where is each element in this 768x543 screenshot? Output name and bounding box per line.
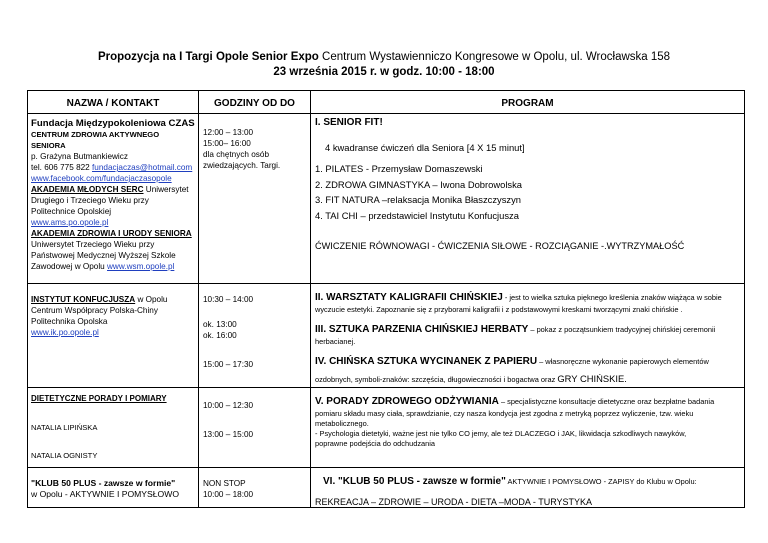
program-intro: 4 kwadranse ćwiczeń dla Seniora [4 X 15 minut] [325,142,525,153]
p5-desc4: - Psychologia dietetyki, ważne jest nie tylko CO jemy, ale też DLACZEGO i JAK, likwidacja szkodliwych nawyków, [315,429,687,438]
p2-desc: - jest to wielka sztuka pięknego kreślenia znaków wiążąca w sobie [502,293,722,302]
akademia1-line3: Politechnice Opolskiej [31,207,112,217]
program-title-1: I. SENIOR FIT! [315,117,383,128]
klub-line2: w Opolu - AKTYWNIE I POMYSŁOWO [31,489,180,499]
org-rest: w Opolu [135,295,168,304]
title-bold: Propozycja na I Targi Opole Senior Expo [97,51,319,63]
program-item: 2. ZDROWA GIMNASTYKA – Iwona Dobrowolska [315,178,523,190]
person-name: NATALIA LIPIŃSKA [31,422,98,432]
hours-line: 10:30 – 14:00 [203,295,254,304]
program-cell [311,388,745,468]
akademia2-line3: Zawodowej w Opolu [31,262,105,272]
akademia1-rest: Uniwersytet [145,185,189,195]
phone: tel. 606 775 822 [31,163,90,173]
hours-line: ok. 13:00 [203,320,237,329]
table-header-row [28,91,745,114]
program-title-4: IV. CHIŃSKA SZTUKA WYCINANEK Z PAPIERU [315,356,538,367]
hours-line: NON STOP [203,479,246,488]
ik-link[interactable]: www.ik.po.opole.pl [31,328,99,337]
hours-cell [199,468,311,508]
person-name: NATALIA OGNISTY [31,451,98,461]
program-title-5: V. PORADY ZDROWEGO ODŻYWIANIA [315,396,499,407]
program-title-6: VI. "KLUB 50 PLUS - zawsze w formie" [323,476,506,487]
contact-cell [28,388,199,468]
table-row [28,114,745,284]
document-title-line1 [0,50,768,64]
header-hours: GODZINY OD DO [199,91,311,114]
program-cell [311,468,745,508]
p2-desc2: wyczucie estetyki. Zapoznanie się z przyborami kaligrafii i z podstawowymi kreskami tworzącymi znaki chińskie . [315,305,683,314]
contact-cell [28,114,199,284]
p4-desc2: ozdobnych, symboli-znaków: szczęścia, długowieczności i bogactwa oraz [315,375,558,384]
p3-desc2: herbacianej. [315,337,356,346]
org-line3: Politechnika Opolska [31,317,108,326]
program-num-3: III [315,324,324,335]
hours-cell [199,388,311,468]
program-table [27,90,745,508]
akademia1-line2: Drugiego i Trzeciego Wieku przy [31,196,149,206]
contact-person: p. Grażyna Butmankiewicz [31,152,128,162]
p6-line2: REKREACJA – ZDROWIE – URODA - DIETA –MODA - TURYSTYKA [315,497,593,507]
program-cell [311,284,745,388]
akademia2-line1: Uniwersytet Trzeciego Wieku przy [31,240,155,250]
hours-line: zwiedzających. Targi. [203,161,281,170]
hours-cell [199,284,311,388]
email-link[interactable]: fundacjaczas@hotmail.com [92,163,193,173]
contact-cell [28,284,199,388]
program-title-2: II. WARSZTATY KALIGRAFII CHIŃSKIEJ [315,292,503,303]
dietetyczne-porady: DIETETYCZNE PORADY I POMIARY [31,394,167,403]
akademia-mlodych-serc: AKADEMIA MŁODYCH SERC [31,185,144,195]
hours-line: 15:00 – 17:30 [203,360,254,369]
program-cell [311,114,745,284]
hours-cell [199,114,311,284]
hours-line: ok. 16:00 [203,331,237,340]
document-title-date: 23 września 2015 r. w godz. 10:00 - 18:00 [273,66,495,78]
facebook-link[interactable]: www.facebook.com/fundacjaczasopole [31,174,172,184]
program-item: 3. FIT NATURA –relaksacja Monika Błaszczyszyn [315,194,521,205]
hours-line: 12:00 – 13:00 [203,128,254,137]
p5-desc5: poprawne podejścia do odchudzania [315,439,435,448]
program-item: 1. PILATES - Przemysław Domaszewski [315,163,483,174]
org-line2: Centrum Współpracy Polska-Chiny [31,306,158,315]
program-footer: ĆWICZENIE RÓWNOWAGI - ĆWICZENIA SIŁOWE - ROZCIĄGANIE -.WYTRZYMAŁOŚĆ [315,241,685,251]
table-row [28,284,745,388]
p4-desc: – własnoręczne wykonanie papierowych elementów [537,357,709,366]
akademia2-line2: Państwowej Medycznej Wyższej Szkole [31,251,176,261]
ams-link[interactable]: www.ams.po.opole.pl [31,218,109,228]
hours-line: 13:00 – 15:00 [203,430,254,439]
org-subtitle: CENTRUM ZDROWIA AKTYWNEGO SENIORA [31,130,160,150]
contact-phone-email [31,162,195,173]
hours-line: 10:00 – 12:30 [203,401,254,410]
klub-50-plus: "KLUB 50 PLUS - zawsze w formie" [31,478,176,488]
contact-cell [28,468,199,508]
hours-line: dla chętnych osób [203,150,269,159]
program-title-3: . SZTUKA PARZENIA CHIŃSKIEJ HERBATY [323,324,529,335]
program-item: 4. TAI CHI – przedstawiciel Instytutu Konfucjusza [315,209,519,221]
hours-line: 15:00– 16:00 [203,139,251,148]
p5-desc: – specjalistyczne konsultacje dietetyczne oraz bezpłatne badania [498,397,715,406]
table-row [28,388,745,468]
p3-desc: – pokaz z początsunkiem tradycyjnej chińskiej ceremonii [528,325,716,334]
org-title: Fundacja Międzypokoleniowa CZAS [31,118,195,129]
title-location: Centrum Wystawienniczo Kongresowe w Opolu, ul. Wrocławska 158 [322,51,671,63]
p6-desc: AKTYWNIE I POMYSŁOWO - ZAPISY do Klubu w Opolu: [505,477,697,486]
p4-gry: GRY CHIŃSKIE. [557,373,627,384]
hours-line: 10:00 – 18:00 [203,490,254,499]
header-program: PROGRAM [311,91,745,114]
table-row [28,468,745,508]
header-name-contact: NAZWA / KONTAKT [28,91,199,114]
akademia-zdrowia: AKADEMIA ZDROWIA I URODY SENIORA [31,229,192,239]
wsm-link[interactable]: www.wsm.opole.pl [107,262,175,272]
p5-desc2: pomiaru składu masy ciała, sprawdzianie, czy nasza kondycja jest zgodna z metryką poprzez wyliczenie, tzw. wieku [315,409,694,418]
p5-desc3: metabolicznego. [315,419,369,428]
instytut-konfucjusza: INSTYTUT KONFUCJUSZA [31,295,136,304]
